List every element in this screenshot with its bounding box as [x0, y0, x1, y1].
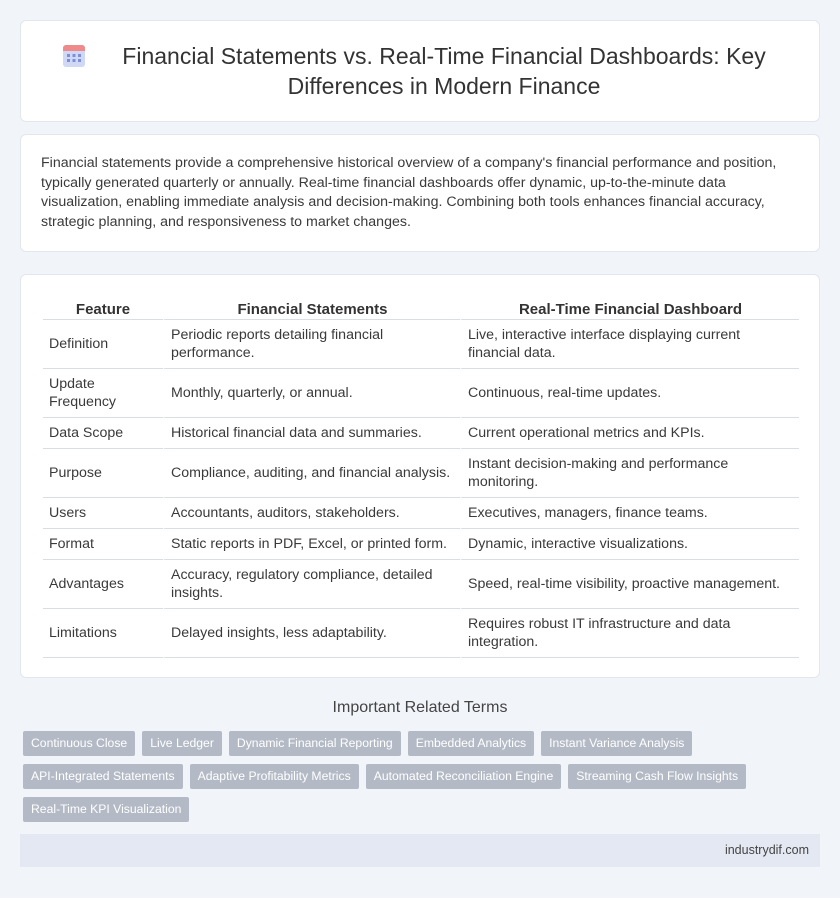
- table-row: [43, 498, 799, 529]
- related-term-tag[interactable]: Live Ledger: [142, 731, 222, 756]
- statements-cell: Historical financial data and summaries.: [163, 418, 460, 449]
- related-term-tag[interactable]: Dynamic Financial Reporting: [229, 731, 401, 756]
- related-term-tag[interactable]: Real-Time KPI Visualization: [23, 797, 189, 822]
- related-term-tag[interactable]: Continuous Close: [23, 731, 135, 756]
- statements-cell: Compliance, auditing, and financial analysis.: [163, 449, 460, 498]
- header-card: [20, 20, 820, 122]
- dashboard-cell: Continuous, real-time updates.: [460, 369, 799, 418]
- statements-cell: Delayed insights, less adaptability.: [163, 609, 460, 658]
- table-row: [43, 449, 799, 498]
- statements-cell: Static reports in PDF, Excel, or printed form.: [163, 529, 460, 560]
- statements-cell: Accuracy, regulatory compliance, detailed insights.: [163, 560, 460, 609]
- feature-cell: Definition: [43, 320, 163, 369]
- table-header-row: [43, 297, 799, 320]
- statements-cell: Accountants, auditors, stakeholders.: [163, 498, 460, 529]
- comparison-table: [43, 297, 799, 658]
- dashboard-cell: Requires robust IT infrastructure and data integration.: [460, 609, 799, 658]
- dashboard-cell: Dynamic, interactive visualizations.: [460, 529, 799, 560]
- table-row: [43, 560, 799, 609]
- intro-card: [20, 134, 820, 252]
- table-row: [43, 369, 799, 418]
- related-term-tag[interactable]: API-Integrated Statements: [23, 764, 183, 789]
- dashboard-cell: Live, interactive interface displaying current financial data.: [460, 320, 799, 369]
- related-term-tag[interactable]: Adaptive Profitability Metrics: [190, 764, 359, 789]
- dashboard-cell: Instant decision-making and performance monitoring.: [460, 449, 799, 498]
- related-terms-title: Important Related Terms: [332, 699, 508, 716]
- dashboard-cell: Current operational metrics and KPIs.: [460, 418, 799, 449]
- column-header-feature: Feature: [43, 297, 163, 320]
- feature-cell: Purpose: [43, 449, 163, 498]
- table-row: [43, 609, 799, 658]
- column-header-dashboard: Real-Time Financial Dashboard: [460, 297, 799, 320]
- feature-cell: Update Frequency: [43, 369, 163, 418]
- table-row: [43, 529, 799, 560]
- dashboard-cell: Executives, managers, finance teams.: [460, 498, 799, 529]
- page-title: Financial Statements vs. Real-Time Financial Dashboards: Key Differences in Modern Finance: [122, 43, 766, 99]
- related-terms-list: [23, 731, 783, 822]
- document-icon: [61, 43, 87, 69]
- related-term-tag[interactable]: Instant Variance Analysis: [541, 731, 692, 756]
- dashboard-cell: Speed, real-time visibility, proactive management.: [460, 560, 799, 609]
- related-term-tag[interactable]: Embedded Analytics: [408, 731, 534, 756]
- feature-cell: Advantages: [43, 560, 163, 609]
- table-row: [43, 418, 799, 449]
- feature-cell: Data Scope: [43, 418, 163, 449]
- feature-cell: Limitations: [43, 609, 163, 658]
- intro-text: Financial statements provide a comprehensive historical overview of a company's financial performance and position, typically generated quarterly or annually. Real-time financial dashboards offer dynamic, up-to-the-minute data visualization, enabling immediate analysis and decision-making. Combining both tools enhances financial accuracy, strategic planning, and responsiveness to market changes.: [41, 155, 777, 230]
- related-term-tag[interactable]: Streaming Cash Flow Insights: [568, 764, 746, 789]
- footer-site-link[interactable]: industrydif.com: [724, 843, 809, 857]
- statements-cell: Periodic reports detailing financial performance.: [163, 320, 460, 369]
- feature-cell: Users: [43, 498, 163, 529]
- column-header-financial-statements: Financial Statements: [163, 297, 460, 320]
- comparison-card: [20, 274, 820, 678]
- statements-cell: Monthly, quarterly, or annual.: [163, 369, 460, 418]
- table-row: [43, 320, 799, 369]
- related-term-tag[interactable]: Automated Reconciliation Engine: [366, 764, 562, 789]
- feature-cell: Format: [43, 529, 163, 560]
- footer: [20, 834, 820, 867]
